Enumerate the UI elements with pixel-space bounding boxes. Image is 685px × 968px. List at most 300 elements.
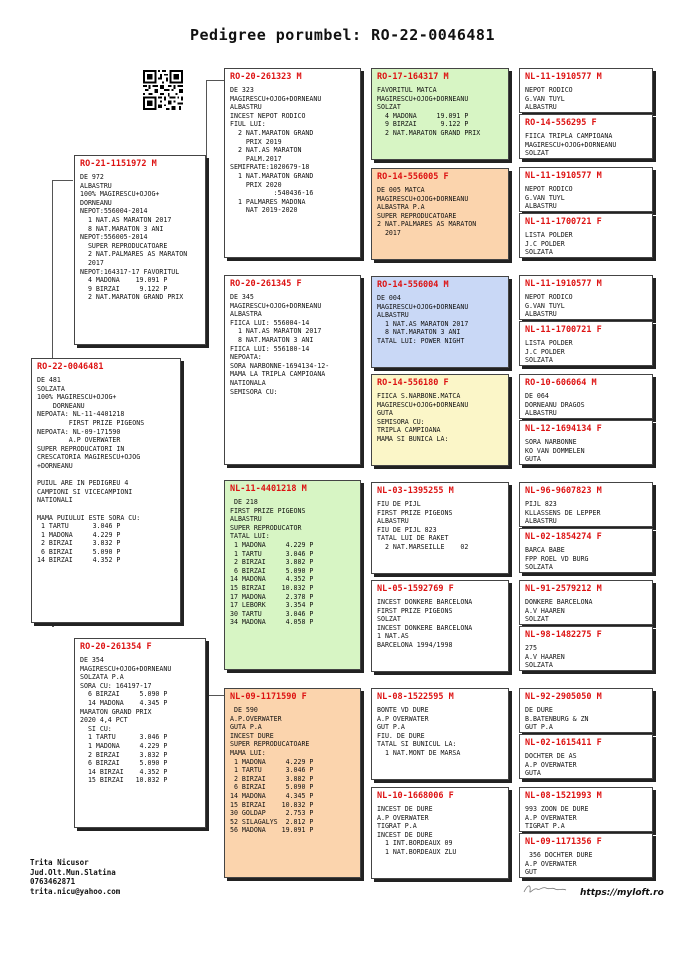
breeder-email: trita.nicu@yahoo.com (30, 886, 121, 896)
detail-line: SOLZATA (37, 384, 65, 393)
connector-dam-v (52, 625, 54, 627)
detail-line: NEPOT RODICO (525, 185, 573, 193)
detail-line: DE 218 (230, 498, 258, 506)
detail-line: PUIUL ARE IN PEDIGREU 4 (37, 479, 129, 488)
detail-line: :540436-16 (230, 189, 314, 198)
detail-line: DE 354 (80, 656, 104, 664)
pedigree-card-gen4-1 (519, 68, 653, 113)
detail-line: 17 MADONA 2.378 P (230, 592, 314, 601)
detail-line: 1 NAT.AS MARATON 2017 (230, 327, 322, 336)
detail-line: 15 BIRZAI 10.832 P (80, 776, 168, 785)
detail-line: SOLZAT (377, 615, 401, 624)
detail-line: MAMA LA TRIPLA CAMPIOANA (230, 370, 326, 379)
pedigree-card-gen4-8 (519, 420, 653, 465)
card-details (525, 438, 647, 464)
detail-line: MAGIRESCU+OJOG+DORNEANU (377, 302, 469, 311)
detail-line: DE 005 MATCA (377, 186, 425, 194)
detail-line: 1 NAT.AS (377, 632, 409, 641)
detail-line: NEPOT RODICO (525, 293, 573, 301)
detail-line: 9 BIRZAI 9.122 P (80, 284, 168, 293)
detail-line: ALBASTRA (230, 310, 262, 319)
ring-number: RO-14-556295 F (525, 118, 597, 128)
detail-line: PRIX 2019 (230, 137, 282, 146)
detail-line: MAMA LUI: (230, 748, 266, 757)
card-details (525, 546, 647, 572)
card-details (525, 500, 647, 526)
detail-line: SEMISORA CU: (230, 387, 278, 396)
detail-line: FIRST PRIZE PIGEONS (230, 506, 306, 515)
pedigree-card-gen4-16 (519, 833, 653, 878)
breeder-name: Trita Nicusor (30, 858, 89, 867)
detail-line: 9 BIRZAI 9.122 P (377, 120, 469, 129)
detail-line: A.V HAAREN (525, 606, 565, 615)
detail-line: NEPOATA: NL-09-171590 (37, 427, 121, 436)
detail-line: MAGIRESCU+OJOG+DORNEANU (377, 94, 469, 103)
detail-line: 52 SILAGALYS 2.812 P (230, 817, 314, 826)
detail-line: 1 TARTU 3.046 P (230, 549, 314, 558)
detail-line: INCEST DE DURE (377, 805, 433, 813)
detail-line: G.VAN TUYL (525, 193, 565, 202)
pedigree-card-gen4-3 (519, 167, 653, 212)
detail-line: ALBASTRU (230, 515, 262, 524)
detail-line: 2020 4,4 PCT (80, 716, 128, 725)
pedigree-card-subject (31, 358, 181, 623)
detail-line: DE 004 (377, 294, 401, 302)
ring-number: NL-10-1668006 F (377, 791, 454, 801)
detail-line: NEPOATA: (230, 353, 262, 362)
detail-line: 6 BIRZAI 5.090 P (80, 690, 168, 699)
pedigree-card-dsd (371, 580, 509, 672)
detail-line: 8 NAT.MARATON 3 ANI (230, 335, 314, 344)
card-details (230, 86, 355, 215)
detail-line: J.C POLDER (525, 347, 565, 356)
detail-line: MAMA PUIULUI ESTE SORA CU: (37, 513, 141, 522)
ring-number: NL-11-1700721 F (525, 217, 602, 227)
ring-number: NL-11-1910577 M (525, 72, 602, 82)
detail-line: 30 GOLDAP 2.753 P (230, 809, 314, 818)
card-details (230, 498, 355, 627)
detail-line: 1 INT.BORDEAUX 09 (377, 839, 453, 848)
detail-line: ALBASTRU (525, 202, 557, 211)
detail-line: ALBASTRA P.A (377, 203, 425, 212)
detail-line: SUPER REPRODUCATOARE (80, 241, 168, 250)
detail-line: 2 NAT.MARSEILLE 02 (377, 542, 469, 551)
ring-number: RO-14-556005 F (377, 172, 449, 182)
detail-line: 14 MADONA 4.345 P (230, 791, 314, 800)
card-details (525, 706, 647, 732)
card-details (230, 706, 355, 835)
card-details (525, 86, 647, 112)
pedigree-card-sss (371, 68, 509, 160)
ring-number: NL-12-1694134 F (525, 424, 602, 434)
detail-line: FIRST PRIZE PIGEONS (37, 418, 145, 427)
detail-line: GUTA (525, 455, 541, 464)
detail-line: 6 BIRZAI 5.090 P (37, 547, 121, 556)
detail-line: SOLZATA P.A (80, 673, 124, 682)
detail-line: ALBASTRU (525, 517, 557, 526)
detail-line: 2 BIRZAI 3.832 P (37, 539, 121, 548)
website-link[interactable]: https://myloft.ro (580, 888, 664, 898)
detail-line: 2 NAT.MARATON GRAND PRIX (80, 293, 184, 302)
pedigree-card-gen4-9 (519, 482, 653, 527)
breeder-phone: 0763462871 (30, 877, 76, 886)
pedigree-card-gen4-2 (519, 114, 653, 159)
detail-line: 14 BIRZAI 4.352 P (37, 556, 121, 565)
detail-line: 1 NAT.AS MARATON 2017 (80, 215, 172, 224)
pedigree-card-ssd (371, 168, 509, 260)
ring-number: RO-14-556180 F (377, 378, 449, 388)
detail-line: 2 NAT.MARATON GRAND PRIX (377, 128, 481, 137)
card-details (377, 598, 503, 650)
detail-line: NEPOT RODICO (525, 86, 573, 94)
detail-line: ALBASTRU (525, 310, 557, 319)
pedigree-card-gen4-13 (519, 688, 653, 733)
detail-line: SUPER REPRODUCATOR (230, 523, 302, 532)
pedigree-card-sire-dam (224, 275, 361, 465)
card-details (230, 293, 355, 396)
detail-line: 1 MADONA 4.229 P (230, 540, 314, 549)
connector-sire (52, 180, 73, 359)
qr-code-icon (143, 70, 183, 110)
pedigree-card-sire (74, 155, 206, 345)
detail-line: SI CU: (80, 724, 112, 733)
detail-line: A.V HAAREN (525, 652, 565, 661)
detail-line: 2 NAT.PALMARES AS MARATON (80, 250, 188, 259)
ring-number: RO-20-261345 F (230, 279, 302, 289)
detail-line: NEPOT:556005-2014 (80, 233, 148, 242)
pedigree-card-gen4-15 (519, 787, 653, 832)
detail-line: SORA NARBONNE (525, 438, 577, 446)
detail-line: INCEST DURE (230, 731, 274, 740)
pedigree-card-gen4-12 (519, 626, 653, 671)
detail-line: 2 BIRZAI 3.882 P (230, 558, 314, 567)
detail-line: 1 TARTU 3.046 P (80, 733, 168, 742)
detail-line: SOLZAT (525, 149, 549, 158)
card-details (377, 392, 503, 444)
detail-line: 1 MADONA 4.229 P (230, 757, 314, 766)
card-details (525, 185, 647, 211)
ring-number: NL-92-2905050 M (525, 692, 602, 702)
detail-line: NEPOT:556004-2014 (80, 207, 148, 216)
detail-line: 2017 (80, 258, 104, 267)
detail-line: INCEST NEPOT RODICO (230, 111, 306, 120)
detail-line: INCEST DONKERE BARCELONA (377, 623, 473, 632)
detail-line: ALBASTRU (230, 103, 262, 112)
detail-line: SEMISORA CU: (377, 417, 425, 426)
pedigree-card-dam-sire (224, 480, 361, 670)
detail-line: CRESCATORIA MAGIRESCU+OJOG (37, 453, 141, 462)
detail-line: TRIPLA CAMPIOANA (377, 426, 441, 435)
detail-line: DE 972 (80, 173, 104, 181)
detail-line: 8 NAT.MARATON 3 ANI (377, 328, 461, 337)
detail-line: KO VAN DOMMELEN (525, 446, 585, 455)
detail-line: SUPER REPRODUCATORI IN (37, 444, 125, 453)
detail-line: FPP ROEL VD BURG (525, 554, 589, 563)
card-details (37, 376, 175, 565)
connector-sire-sire (206, 80, 225, 281)
detail-line: LISTA POLDER (525, 231, 573, 239)
detail-line: 2017 (377, 228, 401, 237)
ring-number: RO-14-556004 M (377, 280, 449, 290)
ring-number: NL-02-1615411 F (525, 738, 602, 748)
detail-line (37, 505, 175, 514)
detail-line: 17 LEBORK 3.354 P (230, 601, 314, 610)
ring-number: RO-20-261323 M (230, 72, 302, 82)
pedigree-card-sdd (371, 374, 509, 466)
detail-line: ALBASTRU (80, 181, 112, 190)
detail-line: A.P OVERWATER (377, 714, 429, 723)
detail-line: DOCHTER DE AS (525, 752, 577, 760)
detail-line: GUT P.A (377, 723, 405, 732)
detail-line: MAGIRESCU+OJOG+DORNEANU (525, 140, 617, 149)
detail-line: DORNEANU (80, 198, 112, 207)
detail-line: 1 TARTU 3.046 P (230, 766, 314, 775)
detail-line: 1 NAT.AS MARATON 2017 (377, 319, 469, 328)
card-details (377, 294, 503, 346)
detail-line: DE 064 (525, 392, 549, 400)
ring-number: NL-96-9607823 M (525, 486, 602, 496)
detail-line: J.C POLDER (525, 239, 565, 248)
card-details (377, 86, 503, 138)
detail-line: FIU. DE DURE (377, 731, 425, 740)
detail-line: 4 MADONA 19.091 P (80, 276, 168, 285)
card-details (525, 752, 647, 778)
detail-line: ALBASTRU (525, 103, 557, 112)
detail-line: 1 TARTU 3.046 P (37, 522, 121, 531)
detail-line: DE 590 (230, 706, 258, 714)
detail-line: LISTA POLDER (525, 339, 573, 347)
detail-line: TATAL LUI: POWER NIGHT (377, 336, 465, 345)
detail-line: NAT 2019-2020 (230, 206, 298, 215)
detail-line: 15 BIRZAI 10.832 P (230, 583, 314, 592)
detail-line: 2 NAT.PALMARES AS MARATON (377, 220, 477, 229)
card-details (377, 805, 503, 857)
detail-line: KLLASSENS DE LEPPER (525, 508, 601, 517)
detail-line: BONTE VD DURE (377, 706, 429, 714)
ring-number: NL-09-1171356 F (525, 837, 602, 847)
detail-line: +DORNEANU (37, 461, 73, 470)
detail-line: ALBASTRU (525, 409, 557, 418)
detail-line: GUTA (525, 769, 541, 778)
pedigree-card-gen4-7 (519, 374, 653, 419)
pedigree-card-ddd (371, 787, 509, 879)
ring-number: RO-10-606064 M (525, 378, 597, 388)
pedigree-card-sire-sire (224, 68, 361, 258)
detail-line: 6 BIRZAI 5.090 P (230, 566, 314, 575)
detail-line: FIICA S.NARBONE.MATCA (377, 392, 461, 400)
detail-line: SOLZATA (525, 356, 553, 365)
detail-line: DE 345 (230, 293, 254, 301)
detail-line: TIGRAT P.A (525, 822, 565, 831)
detail-line: SOLZATA (525, 248, 553, 257)
detail-line: FIU DE PIJL (377, 500, 421, 508)
detail-line: DORNEANU DRAGOS (525, 400, 585, 409)
card-details (525, 392, 647, 418)
detail-line: GUT (525, 868, 537, 877)
detail-line: PALM.2017 (230, 154, 282, 163)
detail-line: 6 BIRZAI 5.090 P (230, 783, 314, 792)
card-details (525, 598, 647, 624)
detail-line: SOLZATA (525, 661, 553, 670)
detail-line: 2 BIRZAI 3.832 P (80, 750, 168, 759)
detail-line: B.BATENBURG & ZN (525, 714, 589, 723)
detail-line: MARATON GRAND PRIX (80, 707, 152, 716)
ring-number: RO-22-0046481 (37, 362, 104, 372)
detail-line: A.P OVERWATER (377, 813, 429, 822)
ring-number: RO-21-1151972 M (80, 159, 157, 169)
detail-line: 2 NAT.MARATON GRAND (230, 128, 314, 137)
detail-line: SUPER REPRODUCATOARE (230, 740, 310, 749)
detail-line: A.P OVERWATER (525, 813, 577, 822)
detail-line: SEMIFRATE:1020679-18 (230, 163, 310, 172)
detail-line: NATIONALI (37, 496, 73, 505)
detail-line: A.P.OVERWATER (230, 714, 282, 723)
pedigree-card-gen4-4 (519, 213, 653, 258)
detail-line: SORA CU: 164197-17 (80, 681, 152, 690)
detail-line: DE 481 (37, 376, 61, 384)
detail-line: 14 MADONA 4.352 P (230, 575, 314, 584)
card-details (377, 500, 503, 552)
card-details (80, 173, 200, 302)
detail-line: GUT P.A (525, 723, 553, 732)
detail-line: NEPOATA: NL-11-4401218 (37, 410, 125, 419)
detail-line: FIRST PRIZE PIGEONS (377, 508, 453, 517)
connector-dam (52, 625, 72, 626)
detail-line: BARCELONA 1994/1998 (377, 640, 453, 649)
detail-line: 1 PALMARES MADONA (230, 197, 306, 206)
card-details (377, 186, 503, 238)
pedigree-card-dam-dam (224, 688, 361, 878)
detail-line: INCEST DE DURE (377, 830, 433, 839)
detail-line: CAMPIONI SI VICECAMPIONI (37, 487, 133, 496)
card-details (80, 656, 200, 785)
detail-line: GUTA P.A (230, 723, 262, 732)
detail-line: 1 MADONA 4.229 P (80, 741, 168, 750)
detail-line: SOLZATA (525, 563, 553, 572)
page-title: Pedigree porumbel: RO-22-0046481 (190, 26, 495, 44)
detail-line: SOLZAT (525, 615, 549, 624)
detail-line: FIICA LUI: 556180-14 (230, 344, 310, 353)
detail-line: TATAL SI BUNICUL LA: (377, 740, 457, 749)
detail-line: A.P OVERWATER (525, 760, 577, 769)
ring-number: NL-11-1910577 M (525, 171, 602, 181)
detail-line: 14 BIRZAI 4.352 P (80, 767, 168, 776)
card-details (525, 293, 647, 319)
detail-line: TIGRAT P.A (377, 822, 417, 831)
ring-number: NL-11-4401218 M (230, 484, 307, 494)
pedigree-card-sds (371, 276, 509, 368)
detail-line: NATIONALA (230, 378, 266, 387)
breeder-contact (30, 858, 120, 896)
detail-line: MAGIRESCU+OJOG+DORNEANU (230, 94, 322, 103)
pedigree-card-gen4-6 (519, 321, 653, 366)
card-details (525, 132, 647, 158)
pedigree-card-dss (371, 482, 509, 574)
detail-line: 100% MAGIRESCU+OJOG+ (80, 190, 160, 199)
detail-line (37, 471, 175, 480)
detail-line: 275 (525, 644, 537, 652)
detail-line: GUTA (377, 409, 393, 418)
detail-line: ALBASTRU (377, 311, 409, 320)
detail-line: DE DURE (525, 706, 553, 714)
detail-line: 34 MADONA 4.058 P (230, 618, 314, 627)
ring-number: RO-20-261354 F (80, 642, 152, 652)
detail-line: DORNEANU (37, 401, 85, 410)
detail-line: 1 MADONA 4.229 P (37, 530, 121, 539)
detail-line: 1 NAT.MONT DE MARSA (377, 748, 461, 757)
pedigree-card-gen4-10 (519, 528, 653, 573)
detail-line: INCEST DONKERE BARCELONA (377, 598, 473, 606)
detail-line: A.P OVERWATER (525, 859, 577, 868)
detail-line: BARCA BABE (525, 546, 565, 554)
signature-icon (522, 882, 568, 896)
ring-number: NL-08-1521993 M (525, 791, 602, 801)
detail-line: PRIX 2020 (230, 180, 282, 189)
ring-number: NL-02-1854274 F (525, 532, 602, 542)
detail-line: TATAL LUI: (230, 532, 270, 541)
detail-line: DE 323 (230, 86, 254, 94)
detail-line: ALBASTRU (377, 517, 409, 526)
detail-line: MAGIRESCU+OJOG+DORNEANU (80, 664, 172, 673)
detail-line: DONKERE BARCELONA (525, 598, 593, 606)
detail-line: FIICA LUI: 556004-14 (230, 318, 310, 327)
ring-number: NL-05-1592769 F (377, 584, 454, 594)
detail-line: MAGIRESCU+OJOG+DORNEANU (377, 194, 469, 203)
ring-number: NL-08-1522595 M (377, 692, 454, 702)
detail-line: SOLZAT (377, 103, 401, 112)
detail-line: G.VAN TUYL (525, 301, 565, 310)
detail-line: MAGIRESCU+OJOG+DORNEANU (377, 400, 469, 409)
detail-line: MAMA SI BUNICA LA: (377, 434, 449, 443)
detail-line: SORA NARBONNE-1694134-12- (230, 361, 330, 370)
ring-number: RO-17-164317 M (377, 72, 449, 82)
detail-line: 993 ZOON DE DURE (525, 805, 589, 813)
detail-line: FIRST PRIZE PIGEONS (377, 606, 453, 615)
detail-line: 4 MADONA 19.091 P (377, 111, 469, 120)
pedigree-card-gen4-5 (519, 275, 653, 320)
card-details (525, 339, 647, 365)
detail-line: FAVORITUL MATCA (377, 86, 437, 94)
detail-line: 1 NAT.BORDEAUX ZLU (377, 847, 457, 856)
detail-line: PIJL 823 (525, 500, 557, 508)
ring-number: NL-09-1171590 F (230, 692, 307, 702)
detail-line: 30 TARTU 3.046 P (230, 609, 314, 618)
detail-line: MAGIRESCU+OJOG+DORNEANU (230, 301, 322, 310)
detail-line: FIU DE PIJL 823 (377, 525, 437, 534)
detail-line: FIICA TRIPLA CAMPIOANA (525, 132, 613, 140)
detail-line: FIUL LUI: (230, 120, 266, 129)
detail-line: 2 BIRZAI 3.882 P (230, 774, 314, 783)
pedigree-card-gen4-11 (519, 580, 653, 625)
detail-line: 8 NAT.MARATON 3 ANI (80, 224, 164, 233)
card-details (525, 231, 647, 257)
pedigree-card-dds (371, 688, 509, 780)
detail-line: NEPOT:164317-17 FAVORITUL (80, 267, 180, 276)
ring-number: NL-91-2579212 M (525, 584, 602, 594)
card-details (377, 706, 503, 758)
ring-number: NL-03-1395255 M (377, 486, 454, 496)
detail-line: A.P OVERWATER (37, 436, 121, 445)
card-details (525, 851, 647, 877)
detail-line: 100% MAGIRESCU+OJOG+ (37, 393, 117, 402)
detail-line: G.VAN TUYL (525, 94, 565, 103)
detail-line: TATAL LUI DE RAKET (377, 534, 449, 543)
detail-line: SUPER REPRODUCATOARE (377, 211, 457, 220)
ring-number: NL-11-1700721 F (525, 325, 602, 335)
detail-line: 56 MADONA 19.091 P (230, 826, 314, 835)
detail-line: 356 DOCHTER DURE (525, 851, 593, 859)
card-details (525, 805, 647, 831)
